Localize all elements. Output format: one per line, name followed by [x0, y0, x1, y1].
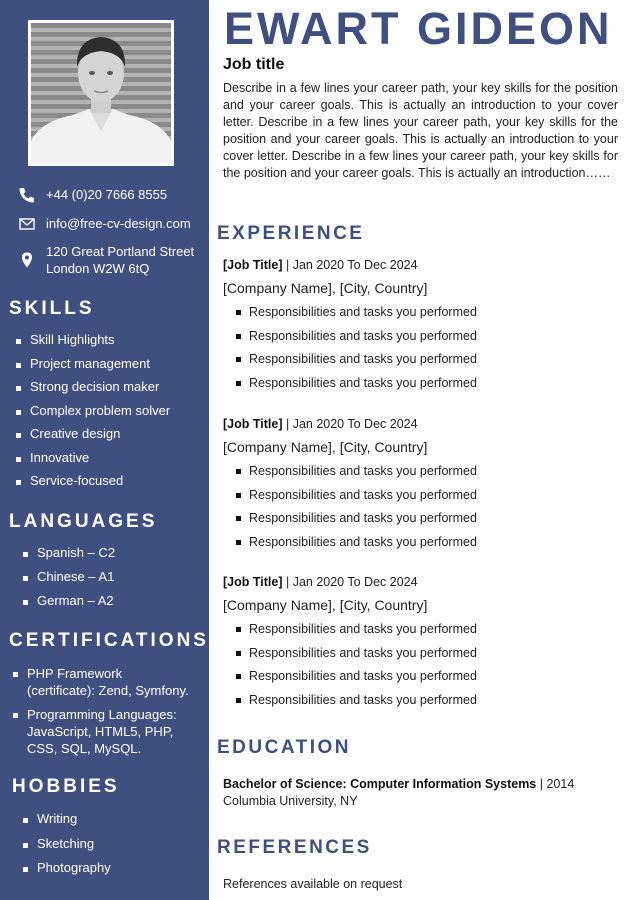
responsibility-item: Responsibilities and tasks you performed	[223, 461, 623, 485]
skill-item: Complex problem solver	[16, 403, 170, 427]
hobbies-heading: HOBBIES	[12, 776, 120, 797]
experience-heading: EXPERIENCE	[217, 223, 365, 244]
address-line-2: London W2W 6tQ	[46, 261, 150, 276]
graduation-year: | 2014	[536, 777, 575, 791]
hobby-item: Photography	[23, 860, 111, 885]
profile-photo-frame	[28, 20, 174, 166]
hobbies-list	[23, 811, 111, 885]
experience-entry	[223, 572, 623, 713]
job-position: [Job Title]	[223, 575, 283, 589]
responsibility-item: Responsibilities and tasks you performed	[223, 302, 623, 326]
company-line: [Company Name], [City, Country]	[223, 439, 428, 455]
job-position: [Job Title]	[223, 417, 283, 431]
company-line: [Company Name], [City, Country]	[223, 280, 428, 296]
experience-entry	[223, 414, 623, 555]
education-heading: EDUCATION	[217, 737, 352, 758]
phone-icon	[18, 186, 36, 204]
education-entry	[223, 776, 574, 810]
responsibility-item: Responsibilities and tasks you performed	[223, 326, 623, 350]
job-title: Job title	[223, 56, 285, 73]
responsibility-item: Responsibilities and tasks you performed	[223, 666, 623, 690]
skill-item: Project management	[16, 356, 170, 380]
languages-list	[23, 545, 115, 617]
company-line: [Company Name], [City, Country]	[223, 597, 428, 613]
languages-heading: LANGUAGES	[9, 511, 158, 532]
skill-item: Service-focused	[16, 473, 170, 497]
certification-item: PHP Framework (certificate): Zend, Symfony.	[13, 665, 193, 699]
references-heading: REFERENCES	[217, 837, 372, 858]
candidate-name: EWART GIDEON	[224, 3, 613, 54]
address-line-1: 120 Great Portland Street	[46, 244, 195, 259]
job-title-line	[223, 572, 623, 592]
language-item: Chinese – A1	[23, 569, 115, 593]
skill-item: Skill Highlights	[16, 332, 170, 356]
job-position: [Job Title]	[223, 258, 283, 272]
map-pin-icon	[18, 251, 36, 269]
profile-photo	[31, 23, 171, 163]
degree: Bachelor of Science: Computer Information Systems	[223, 777, 537, 791]
certifications-list	[13, 665, 193, 757]
certification-item: Programming Languages: JavaScript, HTML5, PHP, CSS, SQL, MySQL.	[13, 706, 193, 757]
job-dates: | Jan 2020 To Dec 2024	[282, 417, 418, 431]
hobby-item: Writing	[23, 811, 111, 836]
email-address[interactable]: info@free-cv-design.com	[46, 216, 191, 231]
responsibility-item: Responsibilities and tasks you performed	[223, 643, 623, 667]
phone-number[interactable]: +44 (0)20 7666 8555	[46, 187, 168, 202]
experience-entry	[223, 255, 623, 396]
main-content	[209, 0, 636, 900]
skills-heading: SKILLS	[9, 298, 95, 319]
responsibility-list	[223, 302, 623, 396]
responsibility-item: Responsibilities and tasks you performed	[223, 532, 623, 556]
hobby-item: Sketching	[23, 836, 111, 861]
language-item: German – A2	[23, 593, 115, 617]
job-dates: | Jan 2020 To Dec 2024	[282, 575, 418, 589]
career-summary: Describe in a few lines your career path, your key skills for the position and your career goals. This is actually an introduction to your cover letter. Describe in a few lines your career path, your key skills for the position and your career goals. This is actually an introduction to your cover letter. Describe in a few lines your career path, your key skills for the position and your career goals. This is actually an introduction……	[223, 81, 618, 180]
certifications-heading: CERTIFICATIONS	[9, 630, 209, 651]
envelope-icon	[18, 215, 36, 233]
responsibility-item: Responsibilities and tasks you performed	[223, 690, 623, 714]
skill-item: Strong decision maker	[16, 379, 170, 403]
responsibility-item: Responsibilities and tasks you performed	[223, 373, 623, 397]
responsibility-list	[223, 619, 623, 713]
references-text: References available on request	[223, 877, 403, 891]
job-title-line	[223, 414, 623, 434]
skills-list	[16, 332, 170, 497]
responsibility-item: Responsibilities and tasks you performed	[223, 619, 623, 643]
skill-item: Innovative	[16, 450, 170, 474]
language-item: Spanish – C2	[23, 545, 115, 569]
sidebar	[0, 0, 209, 900]
responsibility-item: Responsibilities and tasks you performed	[223, 508, 623, 532]
job-dates: | Jan 2020 To Dec 2024	[282, 258, 418, 272]
school: Columbia University, NY	[223, 794, 358, 808]
responsibility-list	[223, 461, 623, 555]
responsibility-item: Responsibilities and tasks you performed	[223, 485, 623, 509]
job-title-line	[223, 255, 623, 275]
skill-item: Creative design	[16, 426, 170, 450]
responsibility-item: Responsibilities and tasks you performed	[223, 349, 623, 373]
